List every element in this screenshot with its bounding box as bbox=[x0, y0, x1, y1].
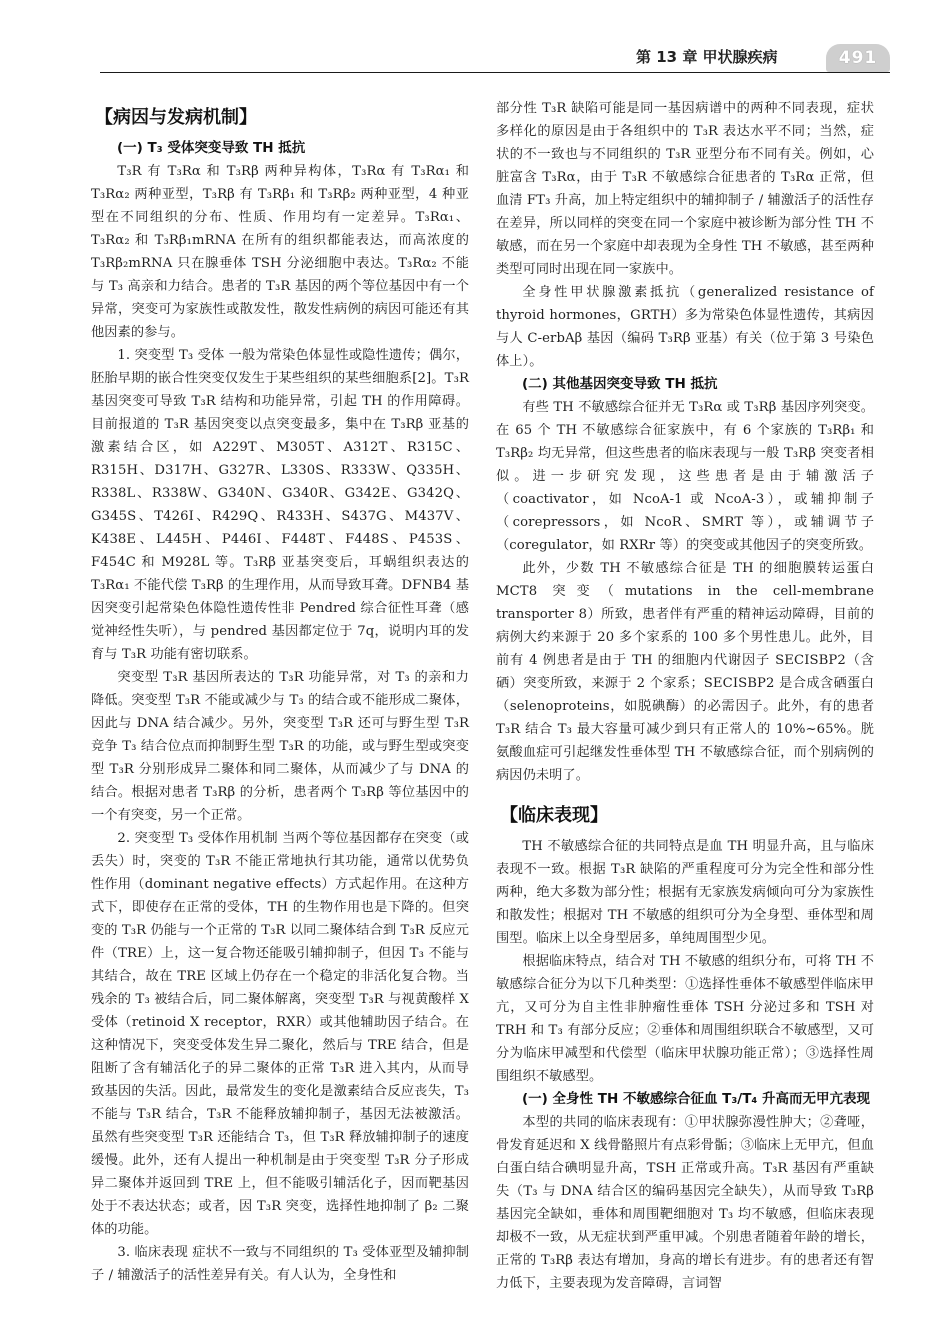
paragraph: 部分性 T₃R 缺陷可能是同一基因病谱中的两种不同表现，症状多样化的原因是由于各组织中的 T₃R 表达水平不同；当然，症状的不一致也与不同组织的 T₃R 亚型分布不同有关。例如，心脏富含 T₃Rα，由于 T₃R 不敏感综合征患者的 T₃Rα 正常，但血清 FT₃ 升高，加上特定组织中的辅抑制子 / 辅激活子的活性存在差异，所以同样的突变在同一个家庭中被诊断为部分性 TH 不敏感，而在另一个家庭中却表现为全身性 TH 不敏感，甚至两种类型可同时出现在同一家族中。 bbox=[496, 101, 874, 277]
paragraph: 此外，少数 TH 不敏感综合征是 TH 的细胞膜转运蛋白 MCT8 突变（mutations in the cell-membrane transporter 8）所致，患者伴有严重的精神运动障碍，目前的病例大约来源于 20 多个家系的 100 多个男性患儿。此外，目前有 4 例患者是由于 TH 的细胞内代谢因子 SECISBP2（含硒）突变所致，来源于 2 个家系；SECISBP2 是合成含硒蛋白（selenoproteins，如脱碘酶）的必需因子。此外，有的患者 T₃R 结合 T₃ 最大容量可减少到只有正常人的 10%~65%。胱氨酸血症可引起继发性垂体型 TH 不敏感综合征，而个别病例的病因仍未明了。 bbox=[496, 561, 874, 783]
left-column bbox=[91, 97, 469, 1287]
paragraph: 1. 突变型 T₃ 受体 一般为常染色体显性或隐性遗传；偶尔，胚胎早期的嵌合性突变仅发生于某些组织的某些细胞系[2]。T₃R 基因突变可导致 T₃R 结构和功能异常，引起 TH 的作用障碍。目前报道的 T₃R 基因突变以点突变最多，集中在 T₃Rβ 亚基的激素结合区，如 A229T、M305T、A312T、R315C、R315H、D317H、G327R、L330S、R333W、Q335H、R338L、R338W、G340N、G340R、G342E、G342Q、G345S、T426I、R429Q、R433H、S437G、M437V、K438E、L445H、P446I、F448T、F448S、P453S、F454C 和 M928L 等。T₃Rβ 亚基突变后，耳蜗组织表达的 T₃Rα₁ 不能代偿 T₃Rβ 的生理作用，从而导致耳聋。DFNB4 基因突变引起常染色体隐性遗传性非 Pendred 综合征性耳聋（感觉神经性失听），与 pendred 基因都定位于 7q，说明内耳的发育与 T₃R 功能有密切联系。 bbox=[91, 348, 469, 662]
paragraph: 有些 TH 不敏感综合征并无 T₃Rα 或 T₃Rβ 基因序列突变。在 65 个 TH 不敏感综合征家族中，有 6 个家族的 T₃Rβ₁ 和 T₃Rβ₂ 均无异常，但这些患者的临床表现与一般 T₃Rβ 突变者相似。进一步研究发现，这些患者是由于辅激活子（coactivator，如 NcoA-1 或 NcoA-3），或辅抑制子（corepressors，如 NcoR、SMRT 等），或辅调节子（coregulator，如 RXRr 等）的突变或其他因子的突变所致。 bbox=[496, 400, 874, 553]
running-header-chapter: 第 13 章 甲状腺疾病 bbox=[636, 48, 778, 66]
subheading-generalized-type: (一) 全身性 TH 不敏感综合征血 T₃/T₄ 升高而无甲亢表现 bbox=[522, 1091, 871, 1107]
page-number-badge: 491 bbox=[826, 44, 890, 72]
paragraph: 2. 突变型 T₃ 受体作用机制 当两个等位基因都存在突变（或丢失）时，突变的 T₃R 不能正常地执行其功能，通常以优势负性作用（dominant negative effects）方式起作用。在这种方式下，即使存在正常的受体，TH 的生物作用也是下降的。但突变的 T₃R 仍能与一个正常的 T₃R 以同二聚体结合到 T₃R 反应元件（TRE）上，这一复合物还能吸引辅抑制子，但因 T₃ 不能与其结合，故在 TRE 区域上仍存在一个稳定的非活化复合物。当残余的 T₃ 被结合后，同二聚体解离，突变型 T₃R 与视黄酸样 X 受体（retinoid X receptor，RXR）或其他辅助因子结合。在这种情况下，突变受体发生异二聚化，然后与 TRE 结合，但是阻断了含有辅活化子的异二聚体的正常 T₃R 进入其内，从而导致基因的失活。因此，最常发生的变化是激素结合反应丧失，T₃ 不能与 T₃R 结合，T₃R 不能释放辅抑制子，基因无法被激活。虽然有些突变型 T₃R 还能结合 T₃，但 T₃R 释放辅抑制子的速度缓慢。此外，还有人提出一种机制是由于突变型 T₃R 分子形成异二聚体并返回到 TRE 上，但不能吸引辅活化子，因而靶基因处于不表达状态；或者，因 T₃R 突变，选择性地抑制了 β₂ 二聚体的功能。 bbox=[91, 831, 469, 1237]
right-column bbox=[496, 97, 874, 1295]
paragraph: 突变型 T₃R 基因所表达的 T₃R 功能异常，对 T₃ 的亲和力降低。突变型 T₃R 不能或减少与 T₃ 的结合或不能形成二聚体，因此与 DNA 结合减少。另外，突变型 T₃R 还可与野生型 T₃R 竞争 T₃ 结合位点而抑制野生型 T₃R 的功能，或与野生型或突变型 T₃R 分别形成异二聚体和同二聚体，从而减少了与 DNA 的结合。根据对患者 T₃Rβ 的分析，患者两个 T₃Rβ 等位基因中的一个有突变，另一个正常。 bbox=[91, 670, 469, 823]
paragraph: T₃R 有 T₃Rα 和 T₃Rβ 两种异构体，T₃Rα 有 T₃Rα₁ 和 T₃Rα₂ 两种亚型，T₃Rβ 有 T₃Rβ₁ 和 T₃Rβ₂ 两种亚型，4 种亚型在不同组织的分布、性质、作用均有一定差异。T₃Rα₁、T₃Rα₂ 和 T₃Rβ₁mRNA 在所有的组织都能表达，而高浓度的 T₃Rβ₂mRNA 只在腺垂体 TSH 分泌细胞中表达。T₃Rα₂ 不能与 T₃ 高亲和力结合。患者的 T₃R 基因的两个等位基因中有一个异常，突变可为家族性或散发性，散发性病例的病因可能还有其他因素的参与。 bbox=[91, 164, 469, 340]
paragraph: 本型的共同的临床表现有：①甲状腺弥漫性肿大；②聋哑，骨发育延迟和 X 线骨骼照片有点彩骨骺；③临床上无甲亢，但血白蛋白结合碘明显升高，TSH 正常或升高。T₃R 基因有严重缺失（T₃ 与 DNA 结合区的编码基因完全缺失），从而导致 T₃Rβ 基因完全缺如，垂体和周围靶细胞对 T₃ 均不敏感，但临床表现却极不一致，从无症状到严重甲减。个别患者随着年龄的增长，正常的 T₃Rβ 表达有增加，身高的增长有进步。有的患者还有智力低下，主要表现为发音障碍，言词智 bbox=[496, 1115, 874, 1291]
paragraph: 根据临床特点，结合对 TH 不敏感的组织分布，可将 TH 不敏感综合征分为以下几种类型：①选择性垂体不敏感型伴临床甲亢，又可分为自主性非肿瘤性垂体 TSH 分泌过多和 TSH 对 TRH 和 T₃ 有部分反应；②垂体和周围组织联合不敏感型，又可分为临床甲减型和代偿型（临床甲状腺功能正常）；③选择性周围组织不敏感型。 bbox=[496, 954, 874, 1084]
paragraph: 3. 临床表现 症状不一致与不同组织的 T₃ 受体亚型及辅抑制子 / 辅激活子的活性差异有关。有人认为，全身性和 bbox=[91, 1245, 469, 1283]
header-rule bbox=[100, 72, 890, 73]
subheading-other-gene-mutation: (二) 其他基因突变导致 TH 抵抗 bbox=[522, 376, 718, 392]
paragraph: TH 不敏感综合征的共同特点是血 TH 明显升高，且与临床表现不一致。根据 T₃R 缺陷的严重程度可分为完全性和部分性两种，绝大多数为部分性；根据有无家族发病倾向可分为家族性和散发性；根据对 TH 不敏感的组织可分为全身型、垂体型和周围型。临床上以全身型居多，单纯周围型少见。 bbox=[496, 839, 874, 946]
section-title-clinical: 【临床表现】 bbox=[500, 805, 608, 826]
paragraph: 全身性甲状腺激素抵抗（generalized resistance of thyroid hormones，GRTH）多为常染色体显性遗传，其病因与人 C-erbAβ 基因（编码 T₃Rβ 亚基）有关（位于第 3 号染色体上）。 bbox=[496, 285, 874, 369]
subheading-t3-receptor-mutation: (一) T₃ 受体突变导致 TH 抵抗 bbox=[117, 140, 306, 156]
section-title-etiology: 【病因与发病机制】 bbox=[95, 107, 257, 128]
